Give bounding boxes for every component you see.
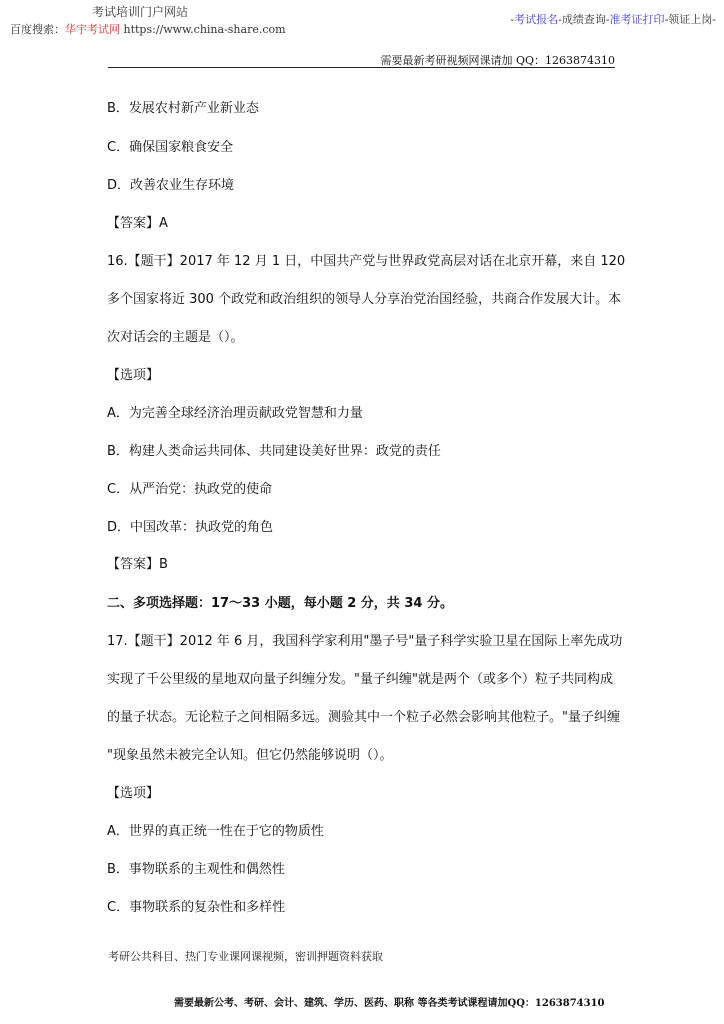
text-line: 17.【题干】2012 年 6 月，我国科学家利用"墨子号"量子科学实验卫星在国际上率先成功 — [107, 634, 623, 649]
footer-note: 考研公共科目、热门专业课网课视频，密训押题资料获取 — [108, 950, 383, 963]
text-line: B．事物联系的主观性和偶然性 — [107, 862, 285, 877]
text-line: 的量子状态。无论粒子之间相隔多远。测验其中一个粒子必然会影响其他粒子。"量子纠缠 — [107, 710, 620, 725]
text-line: 多个国家将近 300 个政党和政治组织的领导人分享治党治国经验，共商合作发展大计。本 — [107, 292, 622, 307]
nav-exam-registration[interactable]: 考试报名 — [514, 13, 559, 26]
sep: - — [558, 13, 562, 26]
qq-note: 需要最新考研视频网课请加 QQ：1263874310 — [380, 54, 615, 67]
sep: - — [605, 13, 610, 26]
text-line: D．中国改革：执政党的角色 — [107, 520, 274, 535]
brand-link[interactable]: 华宇考试网 — [65, 23, 120, 36]
text-line: B．发展农村新产业新业态 — [107, 101, 259, 116]
text-line: "现象虽然未被完全认知。但它仍然能够说明（）。 — [107, 748, 393, 763]
footer-qq: 需要最新公考、考研、会计、建筑、学历、医药、职称 等各类考试课程请加QQ：1263874310 — [174, 998, 605, 1009]
search-hint — [10, 21, 286, 37]
nav-admission-print[interactable]: 准考证打印 — [609, 13, 665, 26]
text-line: C．事物联系的复杂性和多样性 — [107, 900, 286, 915]
site-url[interactable]: https://www.china-share.com — [123, 23, 286, 36]
text-line: 【选项】 — [107, 786, 160, 801]
text-line: 实现了千公里级的星地双向量子纠缠分发。"量子纠缠"就是两个（或多个）粒子共同构成 — [107, 672, 613, 687]
site-title: 考试培训门户网站 — [92, 5, 189, 19]
text-line: A．世界的真正统一性在于它的物质性 — [107, 824, 324, 839]
top-nav — [510, 11, 716, 27]
text-line: A．为完善全球经济治理贡献政党智慧和力量 — [107, 406, 363, 421]
text-line: 【答案】A — [107, 216, 168, 231]
search-label: 百度搜索： — [10, 23, 65, 36]
text-line: 次对话会的主题是（）。 — [107, 330, 244, 345]
text-line: 【选项】 — [107, 368, 160, 383]
text-line: C．从严治党：执政党的使命 — [107, 482, 273, 497]
text-line: B．构建人类命运共同体、共同建设美好世界：政党的责任 — [107, 444, 441, 459]
text-line: 16.【题干】2017 年 12 月 1 日，中国共产党与世界政党高层对话在北京开幕，来自 120 — [107, 254, 626, 269]
nav-score-query[interactable]: 成绩查询 — [561, 13, 606, 26]
sep: - — [712, 13, 716, 26]
nav-certificate[interactable]: 领证上岗 — [668, 13, 713, 26]
text-line: 二、多项选择题：17～33 小题，每小题 2 分，共 34 分。 — [107, 596, 453, 611]
text-line: D．改善农业生存环境 — [107, 178, 235, 193]
sep: - — [664, 13, 669, 26]
sep: - — [510, 13, 515, 26]
text-line: C．确保国家粮食安全 — [107, 140, 234, 155]
text-line: 【答案】B — [107, 557, 168, 572]
header-divider — [108, 67, 615, 68]
